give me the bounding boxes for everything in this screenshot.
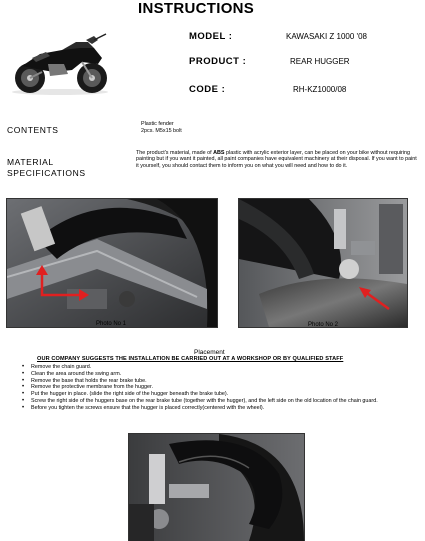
material-text-abs: ABS (213, 150, 225, 156)
placement-heading: Placement (194, 349, 225, 356)
code-value: RH-KZ1000/08 (293, 85, 347, 94)
material-text-end: plastic with acrylic exterior layer, can be placed on your bike without requiring painting but if you want it painted, all paint companies have equivalent machinery at their disposal. If you want to paint it yourself, you should contact them to inform you on what you will need and how to do it. (136, 150, 417, 169)
contents-line-2: 2pcs. M5x15 bolt (141, 128, 182, 134)
list-item: • Remove the chain guard. (31, 364, 413, 371)
contents-line-1: Plastic fender (141, 121, 174, 127)
list-item: • Remove the protective membrane from the hugger. (31, 384, 413, 391)
installed-hugger-photo (128, 433, 305, 541)
page-title: INSTRUCTIONS (138, 0, 255, 17)
list-item: • Before you tighten the screws ensure that the hugger is placed correctly(centered with the wheel). (31, 405, 413, 412)
motorcycle-photo (2, 28, 118, 98)
photo-1-caption: Photo No 1 (96, 321, 127, 327)
code-label: CODE : (189, 84, 226, 95)
material-heading (7, 157, 86, 179)
photo-1 (6, 198, 218, 328)
material-text-start: The product's material, made of (136, 150, 214, 156)
contents-heading: CONTENTS (7, 125, 59, 135)
photo-2-caption: Photo No 2 (308, 322, 339, 328)
list-item: • Remove the base that holds the rear brake tube. (31, 378, 413, 385)
product-label: PRODUCT : (189, 56, 247, 67)
list-item: • Screw the right side of the huggers base on the rear brake tube (together with the hugger), and the left side on the old location of the chain guard. (31, 398, 413, 405)
product-value: REAR HUGGER (290, 57, 350, 66)
model-value: KAWASAKI Z 1000 '08 (286, 32, 367, 41)
list-item: • Put the hugger in place. (slide the right side of the hugger beneath the brake tube). (31, 391, 413, 398)
list-item: • Clean the area around the swing arm. (31, 371, 413, 378)
placement-subheading: OUR COMPANY SUGGESTS THE INSTALLATION BE CARRIED OUT AT A WORKSHOP OR BY QUALIFIED STAFF (37, 356, 344, 362)
photo-2 (238, 198, 408, 328)
material-text (136, 150, 420, 169)
steps-list-container (21, 364, 413, 412)
steps-list (21, 364, 413, 412)
model-label: MODEL : (189, 31, 233, 42)
material-heading-line-1: MATERIAL (7, 157, 54, 167)
material-heading-line-2: SPECIFICATIONS (7, 168, 86, 178)
